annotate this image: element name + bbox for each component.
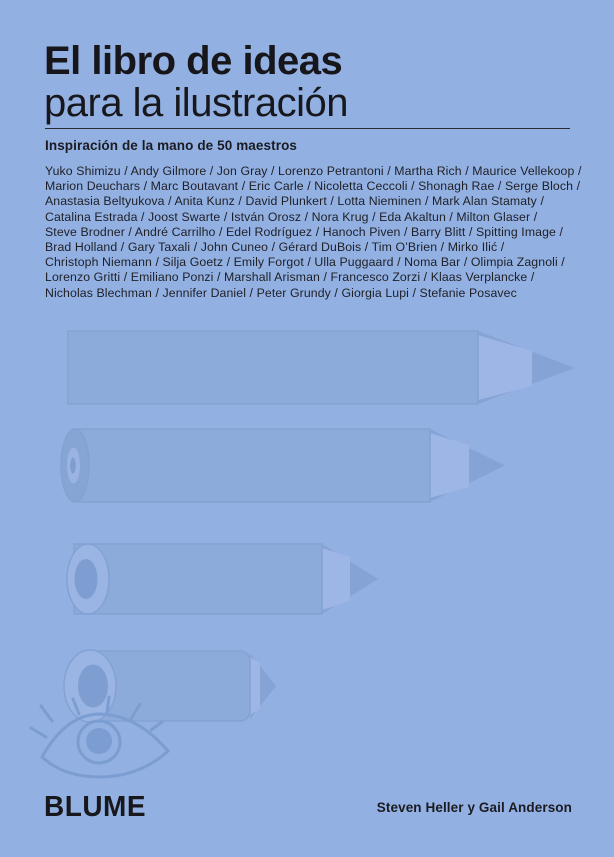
publisher-logo: BLUME: [44, 790, 147, 823]
contributors-list: [45, 164, 581, 301]
title-divider: [45, 128, 570, 129]
contributors-line: Nicholas Blechman / Jennifer Daniel / Peter Grundy / Giorgia Lupi / Stefanie Posavec: [45, 285, 517, 300]
subtitle: Inspiración de la mano de 50 maestros: [45, 138, 298, 153]
title-main: El libro de ideas: [44, 39, 343, 83]
pencil-icon: [64, 650, 276, 722]
contributors-line: Marion Deuchars / Marc Boutavant / Eric Carle / Nicoletta Ceccoli / Shonagh Rae / Serge Bloch /: [45, 179, 581, 194]
authors: Steven Heller y Gail Anderson: [376, 800, 572, 815]
pencil-icon: [68, 331, 575, 404]
pencil-icon: [61, 429, 505, 502]
contributors-line: Catalina Estrada / Joost Swarte / István Orosz / Nora Krug / Eda Akaltun / Milton Glaser /: [45, 209, 538, 224]
contributors-line: Christoph Niemann / Silja Goetz / Emily Forgot / Ulla Puggaard / Noma Bar / Olimpia Zagnoli /: [45, 255, 565, 270]
contributors-line: Brad Holland / Gary Taxali / John Cuneo / Gérard DuBois / Tim O’Brien / Mirko Ilić /: [45, 240, 505, 255]
pencil-icon: [67, 544, 378, 614]
contributors-line: Lorenzo Gritti / Emiliano Ponzi / Marshall Arisman / Francesco Zorzi / Klaas Verplancke /: [45, 270, 535, 285]
title-sub: para la ilustración: [44, 81, 348, 125]
contributors-line: Anastasia Beltyukova / Anita Kunz / David Plunkert / Lotta Nieminen / Mark Alan Stamaty /: [45, 194, 544, 209]
contributors-line: Steve Brodner / André Carrilho / Edel Rodríguez / Hanoch Piven / Barry Blitt / Spitting Image /: [45, 224, 564, 239]
contributors-line: Yuko Shimizu / Andy Gilmore / Jon Gray / Lorenzo Petrantoni / Martha Rich / Maurice Vellekoop /: [45, 164, 582, 178]
